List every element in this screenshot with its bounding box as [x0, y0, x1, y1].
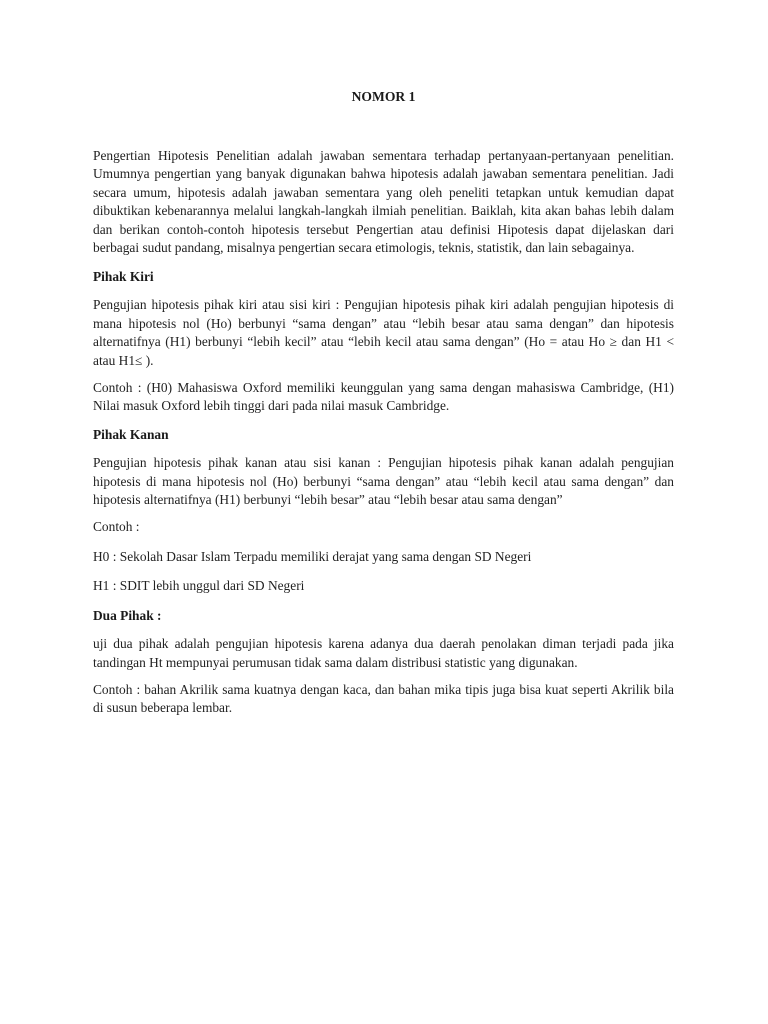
pihak-kiri-definition: Pengujian hipotesis pihak kiri atau sisi kiri : Pengujian hipotesis pihak kiri adalah pengujian hipotesis di mana hipotesis nol (Ho) berbunyi “sama dengan” atau “lebih besar atau sama dengan” dan hipotesis alternatifnya (H1) berbunyi “lebih kecil” atau “lebih kecil atau sama dengan” (Ho = atau Ho ≥ dan H1 < atau H1≤ ).: [93, 297, 674, 368]
pihak-kanan-example-label: Contoh :: [93, 519, 140, 534]
heading-dua-pihak: Dua Pihak :: [93, 607, 162, 623]
pihak-kanan-h0: H0 : Sekolah Dasar Islam Terpadu memiliki derajat yang sama dengan SD Negeri: [93, 548, 532, 564]
dua-pihak-example: Contoh : bahan Akrilik sama kuatnya dengan kaca, dan bahan mika tipis juga bisa kuat seperti Akrilik bila di susun beberapa lembar.: [93, 681, 674, 715]
page-title: NOMOR 1: [351, 89, 416, 104]
dua-pihak-definition: uji dua pihak adalah pengujian hipotesis karena adanya dua daerah penolakan diman terjadi pada jika tandingan Ht mempunyai perumusan tidak sama dalam distribusi statistic yang digunakan.: [93, 636, 674, 670]
heading-pihak-kiri: Pihak Kiri: [93, 268, 154, 284]
pihak-kanan-definition: Pengujian hipotesis pihak kanan atau sisi kanan : Pengujian hipotesis pihak kanan adalah pengujian hipotesis di mana hipotesis nol (Ho) berbunyi “sama dengan” atau “lebih kecil atau sama dengan” dan hipotesis alternatifnya (H1) berbunyi “lebih besar” atau “lebih besar atau sama dengan”: [93, 455, 674, 507]
heading-pihak-kanan: Pihak Kanan: [93, 426, 169, 442]
intro-paragraph: Pengertian Hipotesis Penelitian adalah jawaban sementara terhadap pertanyaan-pertanyaan penelitian. Umumnya pengertian yang banyak digunakan bahwa hipotesis adalah jawaban sementara penelitian. Jadi secara umum, hipotesis adalah jawaban sementara yang oleh peneliti tetapkan untuk kemudian dapat dibuktikan kebenarannya melalui langkah-langkah ilmiah penelitian. Baiklah, kita akan bahas lebih dalam dan berikan contoh-contoh hipotesis tersebut Pengertian atau definisi Hipotesis dapat dijelaskan dari berbagai sudut pandang, misalnya pengertian secara etimologis, teknis, statistik, dan lain sebagainya.: [93, 147, 674, 255]
pihak-kiri-example: Contoh : (H0) Mahasiswa Oxford memiliki keunggulan yang sama dengan mahasiswa Cambridge, (H1) Nilai masuk Oxford lebih tinggi dari pada nilai masuk Cambridge.: [93, 379, 674, 413]
pihak-kanan-h1: H1 : SDIT lebih unggul dari SD Negeri: [93, 578, 305, 593]
